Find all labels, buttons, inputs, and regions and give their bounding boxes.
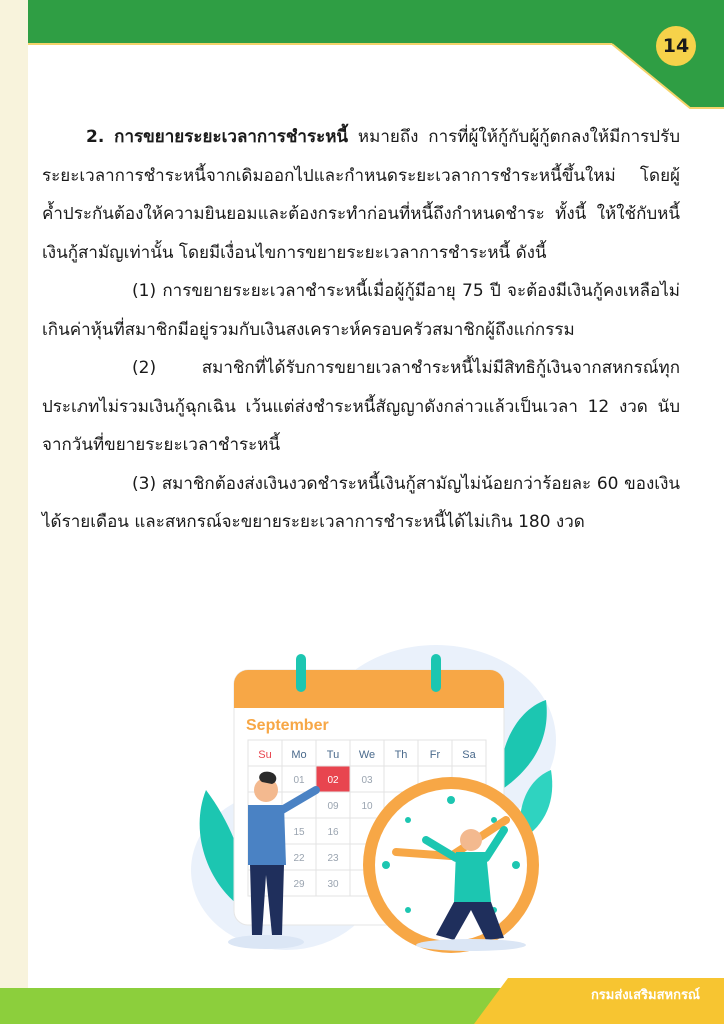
calendar-date: 02	[327, 775, 339, 786]
section-title: การขยายระยะเวลาการชำระหนี้	[114, 127, 349, 147]
left-margin-strip	[0, 0, 28, 1024]
footer-organization-label: กรมส่งเสริมสหกรณ์	[590, 988, 700, 1003]
calendar-clock-illustration	[186, 640, 556, 960]
section-intro: หมายถึง การที่ผู้ให้กู้กับผู้กู้ตกลงให้มีการปรับระยะเวลาการชำระหนี้จากเดิมออกไปและกำหนดระยะเวลาการชำระหนี้ขึ้นใหม่ โดยผู้ค้ำประกันต้องให้ความยินยอมและต้องกระทำก่อนที่หนี้ถึงกำหนดชำระ ทั้งนี้ ให้ใช้กับหนี้เงินกู้สามัญเท่านั้น โดยมีเงื่อนไขการขยายระยะเวลาการชำระหนี้ ดังนี้	[42, 127, 681, 263]
calendar-month-label: September	[246, 717, 329, 734]
section-number: 2.	[86, 127, 105, 147]
page-number-badge: 14	[656, 26, 696, 66]
weekday-label: Su	[258, 749, 272, 761]
weekday-label: We	[358, 749, 376, 761]
body-text	[42, 118, 680, 542]
weekday-label: Sa	[462, 749, 476, 761]
weekday-label: Mo	[291, 749, 307, 761]
weekday-label: Th	[394, 749, 408, 761]
calendar-date: 29	[293, 879, 305, 890]
calendar-date: 01	[293, 775, 305, 786]
condition-item-2: (2) สมาชิกที่ได้รับการขยายเวลาชำระหนี้ไม่มีสิทธิกู้เงินจากสหกรณ์ทุกประเภทไม่รวมเงินกู้ฉุกเฉิน เว้นแต่ส่งชำระหนี้สัญญาดังกล่าวแล้วเป็นเวลา 12 งวด นับจากวันที่ขยายระยะเวลาชำระหนี้	[42, 358, 680, 455]
calendar-date: 15	[293, 827, 305, 838]
weekday-label: Tu	[326, 749, 340, 761]
condition-item-3: (3) สมาชิกต้องส่งเงินงวดชำระหนี้เงินกู้สามัญไม่น้อยกว่าร้อยละ 60 ของเงินได้รายเดือน และสหกรณ์จะขยายระยะเวลาการชำระหนี้ได้ไม่เกิน 180 งวด	[42, 473, 680, 532]
calendar-date: 03	[361, 775, 373, 786]
calendar-date: 30	[327, 879, 339, 890]
calendar-date: 23	[327, 853, 339, 864]
condition-item-1: (1) การขยายระยะเวลาชำระหนี้เมื่อผู้กู้มีอายุ 75 ปี จะต้องมีเงินกู้คงเหลือไม่เกินค่าหุ้นที่สมาชิกมีอยู่รวมกับเงินสงเคราะห์ครอบครัวสมาชิกผู้ถึงแก่กรรม	[42, 281, 680, 340]
section-paragraph	[42, 118, 680, 272]
weekday-label: Fr	[429, 749, 441, 761]
calendar-date: 22	[293, 853, 305, 864]
calendar-date: 10	[361, 801, 373, 812]
calendar-date: 16	[327, 827, 339, 838]
header-banner	[0, 0, 724, 120]
calendar-date: 09	[327, 801, 339, 812]
